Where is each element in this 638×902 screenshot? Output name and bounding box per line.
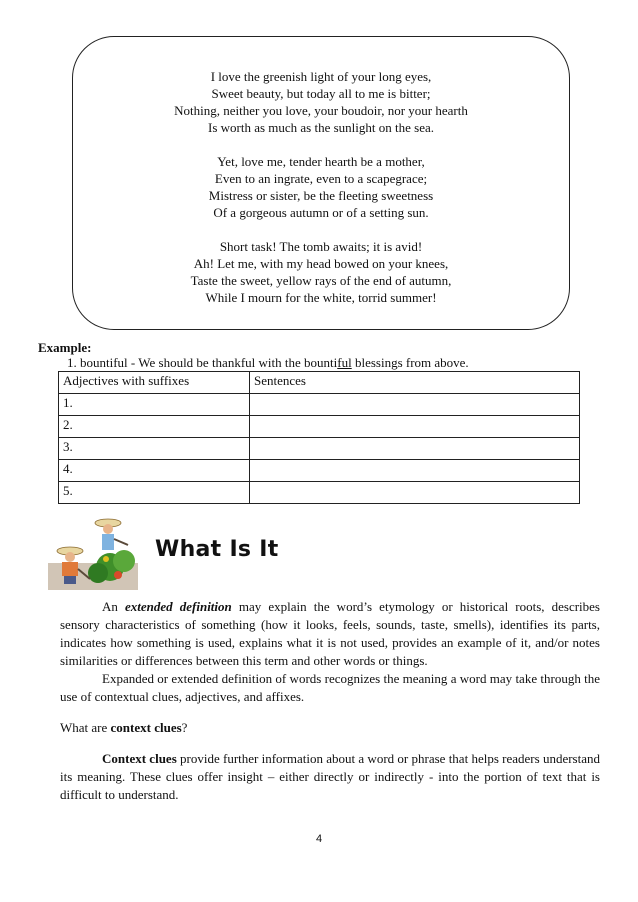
table-cell-number: 2.: [59, 416, 250, 438]
table-cell-number: 3.: [59, 438, 250, 460]
table-header-adjectives: Adjectives with suffixes: [59, 372, 250, 394]
example-label: Example:: [38, 340, 92, 355]
table-cell-sentence[interactable]: [250, 438, 580, 460]
table-cell-number: 5.: [59, 482, 250, 504]
paragraph-context-clues: [60, 750, 600, 804]
question-context-clues: [60, 719, 600, 737]
poem-line: Taste the sweet, yellow rays of the end of autumn,: [190, 273, 452, 288]
table-row: [59, 416, 580, 438]
table-header-row: [59, 372, 580, 394]
table-row: [59, 394, 580, 416]
poem-line: Mistress or sister, be the fleeting sweetness: [208, 188, 434, 203]
gardeners-illustration: [48, 515, 138, 590]
poem-line: While I mourn for the white, torrid summer!: [205, 290, 437, 305]
table-row: [59, 460, 580, 482]
table-header-sentences: Sentences: [250, 372, 580, 394]
poem-line: Nothing, neither you love, your boudoir, nor your hearth: [174, 103, 468, 118]
example-sentence: [67, 355, 469, 371]
poem-line: Is worth as much as the sunlight on the sea.: [207, 120, 434, 135]
poem-line: Sweet beauty, but today all to me is bitter;: [211, 86, 431, 101]
p1-lead: An: [102, 599, 125, 614]
poem-stanza-3: [72, 238, 570, 306]
table-cell-sentence[interactable]: [250, 482, 580, 504]
table-cell-sentence[interactable]: [250, 416, 580, 438]
page-number: 4: [315, 833, 323, 845]
example-rest: blessings from above.: [351, 355, 469, 370]
poem-stanza-1: [72, 68, 570, 136]
question-term: context clues: [110, 720, 182, 735]
poem-line: Of a gorgeous autumn or of a setting sun.: [213, 205, 429, 220]
table-cell-sentence[interactable]: [250, 460, 580, 482]
p3-text: provide further information about a word or phrase that helps readers understand its meaning. These clues offer insight – either directly or indirectly - into the portion of text that is difficult to understand.: [60, 751, 600, 802]
poem-line: Ah! Let me, with my head bowed on your knees,: [193, 256, 449, 271]
suffix-table: [58, 371, 580, 504]
poem-line: Yet, love me, tender hearth be a mother,: [217, 154, 425, 169]
table-cell-sentence[interactable]: [250, 394, 580, 416]
poem-stanza-2: [72, 153, 570, 221]
section-title: What Is It: [155, 537, 279, 562]
table-cell-number: 4.: [59, 460, 250, 482]
poem-line: Even to an ingrate, even to a scapegrace;: [214, 171, 428, 186]
paragraph-extended-definition: [60, 598, 600, 670]
poem-line: Short task! The tomb awaits; it is avid!: [219, 239, 423, 254]
example-prefix: 1. bountiful - We should be thankful with the bounti: [67, 355, 338, 370]
question-end: ?: [181, 720, 188, 735]
term-context-clues: Context clues: [102, 751, 177, 766]
paragraph-expanded: Expanded or extended definition of words recognizes the meaning a word may take through the use of contextual clues, adjectives, and affixes.: [60, 671, 600, 704]
table-row: [59, 438, 580, 460]
question-lead: What are: [60, 720, 111, 735]
term-extended-definition: extended definition: [125, 599, 232, 614]
poem-line: I love the greenish light of your long eyes,: [210, 69, 432, 84]
p1-text: may explain the word’s etymology or historical roots, describes sensory characteristics of something (how it looks, feels, sounds, taste, smells), identifies its parts, indicates how something is used, explains what it is not used, provides an example of it, and/or notes similarities or differences between this term and other words or things.: [60, 599, 600, 668]
example-suffix-underlined: ful: [337, 355, 352, 370]
table-row: [59, 482, 580, 504]
table-cell-number: 1.: [59, 394, 250, 416]
